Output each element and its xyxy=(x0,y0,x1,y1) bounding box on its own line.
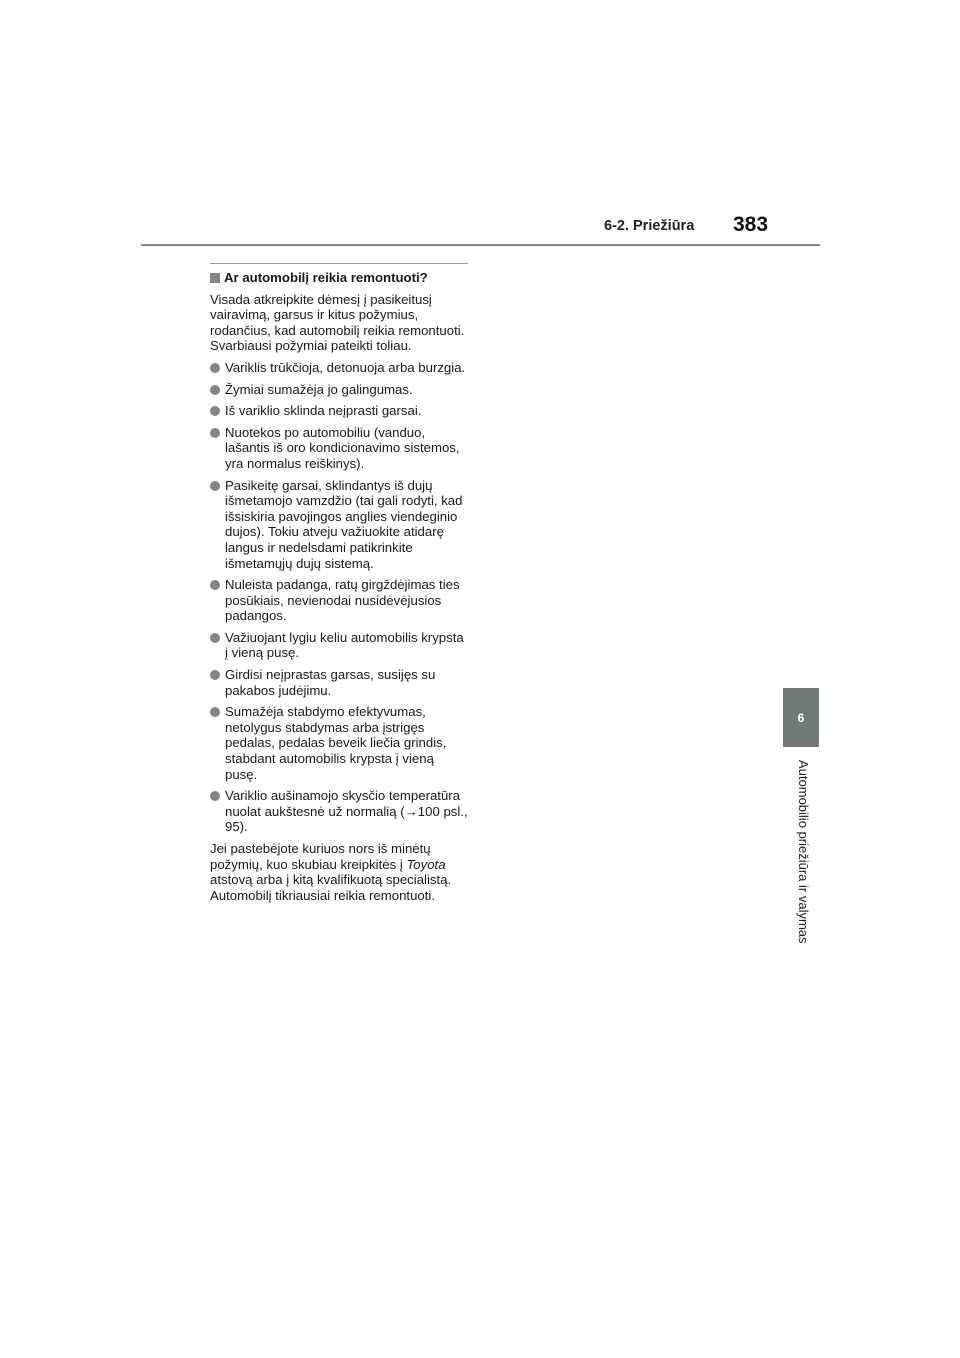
circle-bullet-icon xyxy=(210,385,220,395)
list-item-text: Variklio aušinamojo skysčio temperatūra nuolat aukštesnė už normalią (→100 psl., 95). xyxy=(225,788,468,835)
symptom-list xyxy=(210,360,468,835)
circle-bullet-icon xyxy=(210,363,220,373)
chapter-number: 6 xyxy=(797,710,805,725)
list-item-text: Girdisi neįprastas garsas, susijęs su pakabos judėjimu. xyxy=(225,667,436,698)
closing-paragraph xyxy=(210,841,468,903)
square-bullet-icon xyxy=(210,273,220,283)
list-item xyxy=(210,788,468,835)
list-item xyxy=(210,630,468,661)
list-item xyxy=(210,403,468,419)
circle-bullet-icon xyxy=(210,428,220,438)
circle-bullet-icon xyxy=(210,707,220,717)
section-title xyxy=(210,270,468,286)
list-item xyxy=(210,577,468,624)
circle-bullet-icon xyxy=(210,670,220,680)
list-item xyxy=(210,704,468,782)
circle-bullet-icon xyxy=(210,791,220,801)
section-title-text: Ar automobilį reikia remontuoti? xyxy=(224,270,428,285)
closing-text-start: Jei pastebėjote kuriuos nors iš minėtų požymių, kuo skubiau kreipkitės į xyxy=(210,841,431,872)
circle-bullet-icon xyxy=(210,481,220,491)
list-item-text: Žymiai sumažėja jo galingumas. xyxy=(225,381,413,397)
chapter-tab xyxy=(783,688,819,747)
list-item-text: Pasikeitę garsai, sklindantys iš dujų išmetamojo vamzdžio (tai gali rodyti, kad išsiskiria pavojingos anglies viendeginio dujos). Tokiu atveju važiuokite atidarę langus ir nedelsdami patikrinkite išmetamųjų dujų sistemą. xyxy=(225,477,463,571)
chapter-label: Automobilio priežiūra ir valymas xyxy=(796,760,811,944)
list-item xyxy=(210,425,468,472)
list-item-text: Nuotekos po automobiliu (vanduo, lašantis iš oro kondicionavimo sistemos, yra normalus reiškinys). xyxy=(225,424,460,471)
brand-name: Toyota xyxy=(406,856,446,872)
list-item-text: Iš variklio sklinda neįprasti garsai. xyxy=(225,403,422,419)
list-item xyxy=(210,478,468,572)
circle-bullet-icon xyxy=(210,406,220,416)
circle-bullet-icon xyxy=(210,580,220,590)
closing-text-end: atstovą arba į kitą kvalifikuotą specialistą. Automobilį tikriausiai reikia remontuoti. xyxy=(210,872,452,903)
section-divider xyxy=(210,263,468,264)
list-item-text: Nuleista padanga, ratų girgždėjimas ties posūkiais, nevienodai nusidėvėjusios padangos. xyxy=(225,577,460,624)
main-content xyxy=(210,263,468,903)
page-number: 383 xyxy=(733,213,769,236)
header-divider xyxy=(141,244,820,246)
intro-paragraph: Visada atkreipkite dėmesį į pasikeitusį vairavimą, garsus ir kitus požymius, rodančius, kad automobilį reikia remontuoti. Svarbiausi požymiai pateikti toliau. xyxy=(210,291,465,354)
list-item xyxy=(210,667,468,698)
list-item-text: Važiuojant lygiu keliu automobilis krypsta į vieną pusę. xyxy=(225,629,464,661)
list-item-text: Sumažėja stabdymo efektyvumas, netolygus stabdymas arba įstrigęs pedalas, pedalas beveik liečia grindis, stabdant automobilis krypsta į vieną pusę. xyxy=(225,704,447,782)
list-item xyxy=(210,360,468,376)
list-item-text: Variklis trūkčioja, detonuoja arba burzgia. xyxy=(225,359,466,375)
circle-bullet-icon xyxy=(210,633,220,643)
section-header: 6-2. Priežiūra xyxy=(604,218,695,234)
list-item xyxy=(210,382,468,398)
